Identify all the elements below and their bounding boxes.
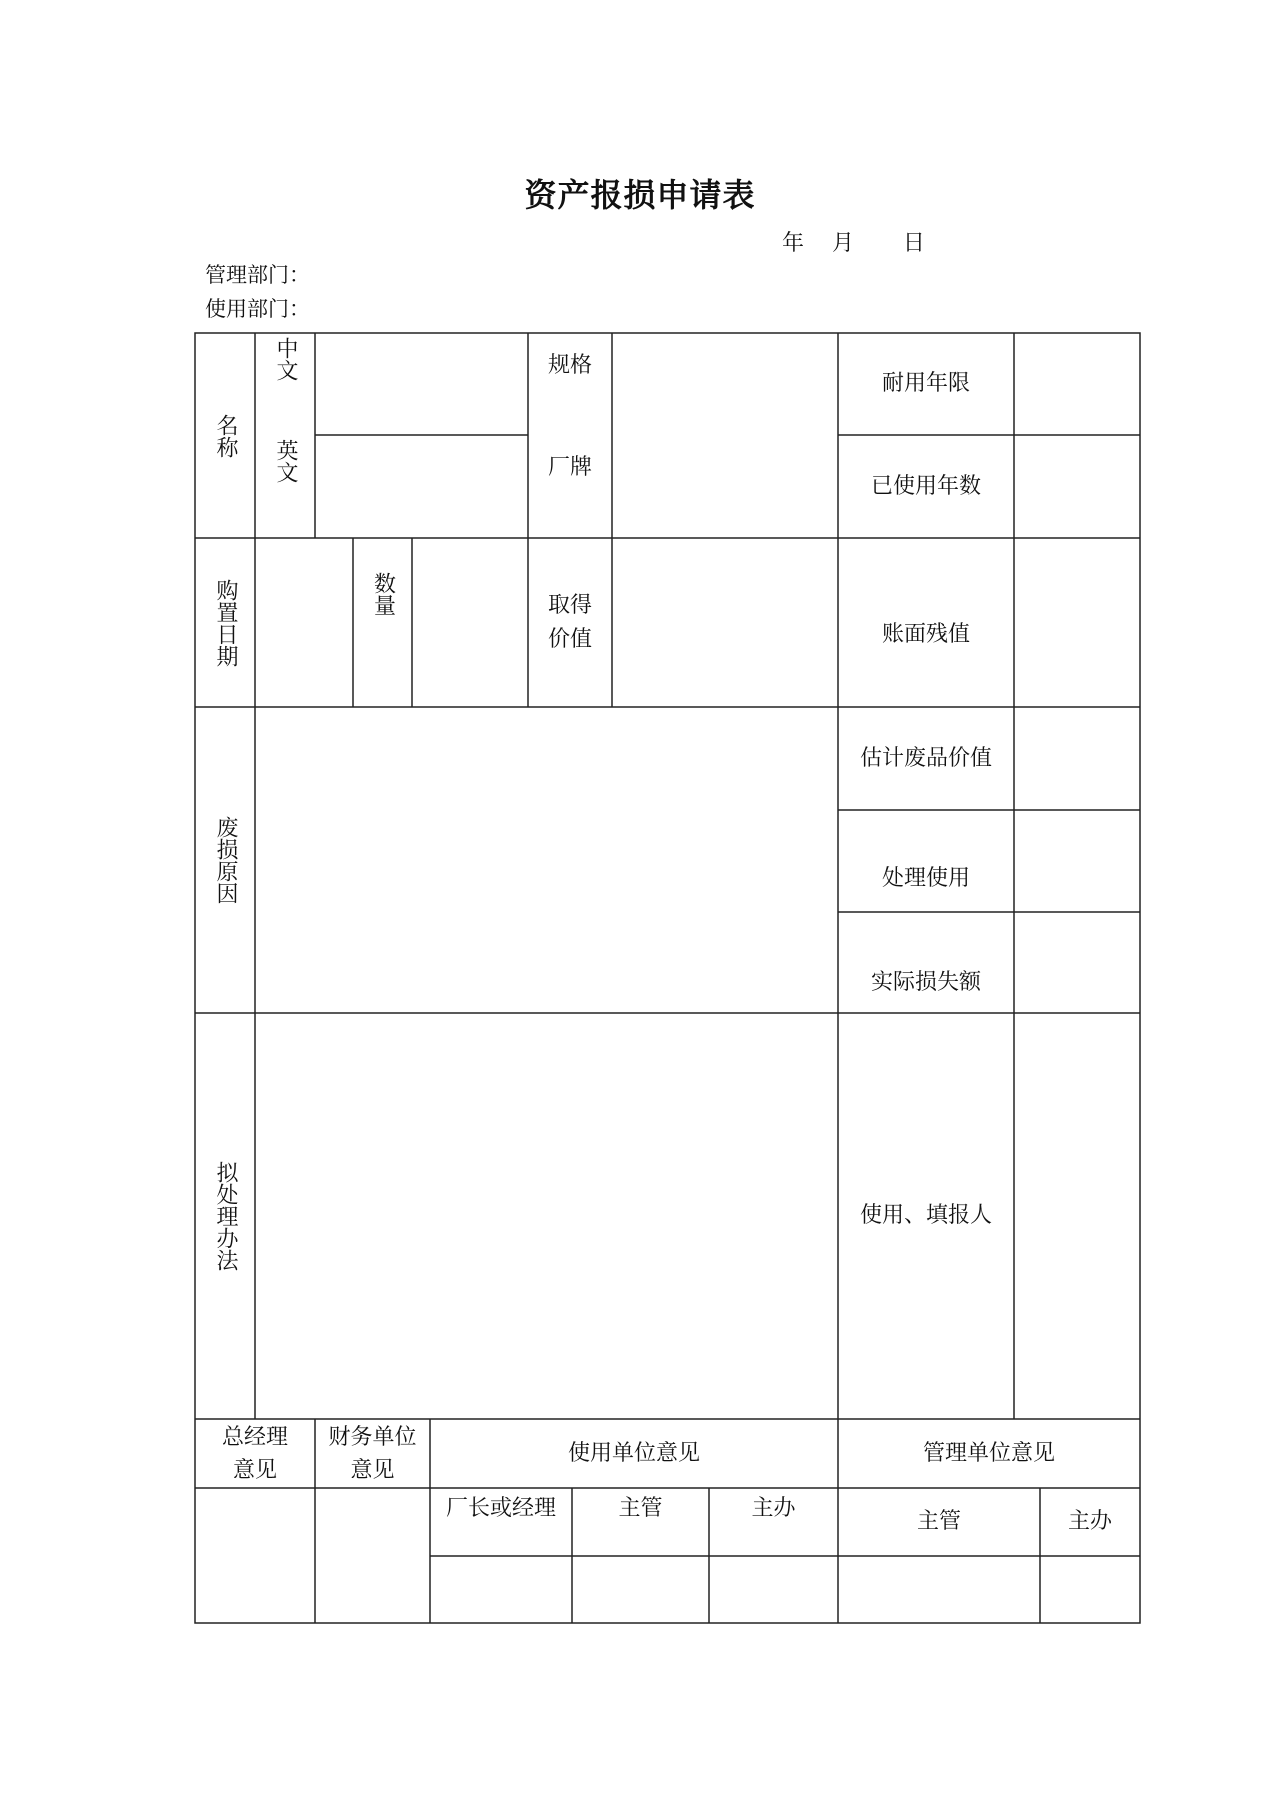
finance-opinion-field[interactable]	[315, 1488, 430, 1623]
gm-opinion-label-cell	[195, 1419, 315, 1488]
acquired-value-label-cell	[528, 538, 612, 707]
finance-opinion-label-cell	[315, 1419, 430, 1488]
damage-reason-label: 废损原因	[213, 816, 238, 904]
handler2-field[interactable]	[1040, 1556, 1140, 1623]
years-used-label: 已使用年数	[870, 473, 981, 499]
proposed-method-label-cell	[195, 1013, 255, 1419]
user-filler-label: 使用、填报人	[859, 1203, 992, 1228]
proposed-method-label: 拟处理办法	[213, 1161, 238, 1271]
disposal-use-label: 处理使用	[881, 866, 970, 891]
chinese-name-field[interactable]	[315, 333, 528, 435]
date-line: 年 月 日	[782, 231, 925, 256]
book-residual-field[interactable]	[1014, 538, 1140, 707]
handler2-label: 主办	[1067, 1509, 1112, 1534]
disposal-use-field[interactable]	[1014, 810, 1140, 912]
supervisor-label: 主管	[618, 1496, 663, 1521]
supervisor2-field[interactable]	[838, 1556, 1040, 1623]
damage-reason-field[interactable]	[255, 707, 838, 1013]
mgmt-dept-label: 管理部门：	[205, 263, 310, 287]
gm-opinion-field[interactable]	[195, 1488, 315, 1623]
quantity-label: 数量	[370, 572, 396, 616]
name-label-cell	[195, 333, 255, 538]
spec-label: 规格	[547, 353, 592, 378]
supervisor-field[interactable]	[572, 1556, 709, 1623]
english-label-cell	[255, 435, 315, 538]
actual-loss-label: 实际损失额	[870, 969, 981, 995]
user-unit-opinion-label: 使用单位意见	[567, 1440, 700, 1466]
user-filler-field[interactable]	[1014, 1013, 1140, 1419]
service-life-field[interactable]	[1014, 333, 1140, 435]
purchase-date-label: 购置日期	[213, 578, 238, 667]
purchase-date-label-cell	[195, 538, 255, 707]
brand-field[interactable]	[612, 435, 838, 538]
purchase-date-field[interactable]	[255, 538, 353, 707]
factory-director-field[interactable]	[430, 1556, 572, 1623]
proposed-method-field[interactable]	[255, 1013, 838, 1419]
quantity-label-cell	[353, 538, 412, 707]
acquired-value-label: 取得价值	[547, 592, 592, 652]
book-residual-label: 账面残值	[881, 621, 970, 647]
use-dept-label: 使用部门：	[205, 297, 310, 321]
mgmt-unit-opinion-label: 管理单位意见	[922, 1440, 1055, 1466]
gm-opinion-label: 总经理意见	[221, 1424, 288, 1483]
page-title: 资产报损申请表	[524, 176, 756, 214]
damage-reason-label-cell	[195, 707, 255, 1013]
est-scrap-value-label: 估计废品价值	[859, 745, 992, 771]
quantity-field[interactable]	[412, 538, 528, 707]
est-scrap-value-field[interactable]	[1014, 707, 1140, 810]
chinese-label-cell	[255, 333, 315, 435]
spec-field[interactable]	[612, 333, 838, 435]
supervisor2-label: 主管	[916, 1509, 961, 1534]
handler-label: 主办	[751, 1496, 796, 1521]
english-name-field[interactable]	[315, 435, 528, 538]
service-life-label: 耐用年限	[881, 371, 970, 396]
english-label: 英文	[273, 439, 298, 483]
factory-director-label: 厂长或经理	[445, 1496, 556, 1521]
acquired-value-field[interactable]	[612, 538, 838, 707]
name-label: 名称	[213, 413, 238, 458]
handler-field[interactable]	[709, 1556, 838, 1623]
finance-opinion-label: 财务单位意见	[328, 1424, 417, 1483]
actual-loss-field[interactable]	[1014, 912, 1140, 1013]
years-used-field[interactable]	[1014, 435, 1140, 538]
chinese-label: 中文	[273, 337, 298, 381]
brand-label: 厂牌	[547, 455, 592, 480]
